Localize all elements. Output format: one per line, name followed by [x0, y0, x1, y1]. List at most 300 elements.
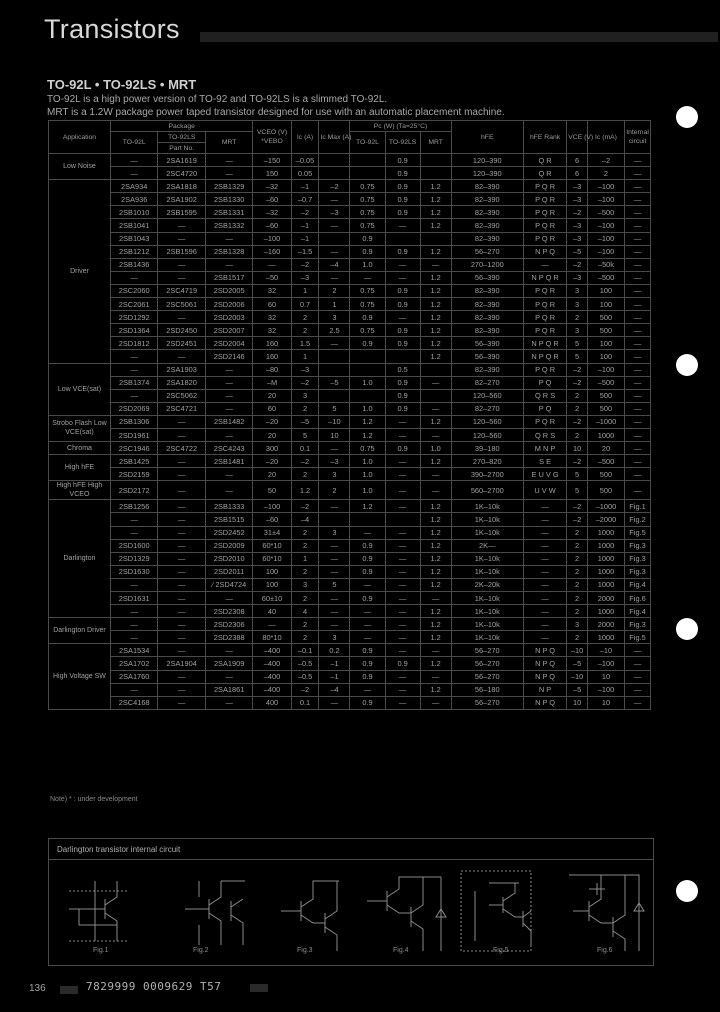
- spec-table-body: [49, 154, 651, 710]
- cell-icma: 2: [587, 167, 624, 180]
- table-row: [49, 605, 651, 618]
- cell-to92l: 2SB1425: [110, 455, 157, 468]
- cell-pc_to92l: —: [350, 631, 385, 644]
- cell-to92l: 2SB1010: [110, 206, 157, 219]
- cell-icmax: —: [319, 618, 350, 631]
- cell-hfe: 56–270: [451, 670, 523, 683]
- table-row: [49, 500, 651, 513]
- table-row: [49, 455, 651, 468]
- table-row: [49, 468, 651, 481]
- cell-ic: 2: [291, 631, 319, 644]
- cell-icma: 500: [587, 481, 624, 500]
- cell-icmax: 1: [319, 298, 350, 311]
- cell-pc_to92ls: [385, 232, 420, 245]
- cell-pc_to92ls: 0.9: [385, 298, 420, 311]
- cell-ic: 0.05: [291, 167, 319, 180]
- cell-to92l: 2SB1041: [110, 219, 157, 232]
- cell-hfe_rank: —: [523, 578, 566, 591]
- table-row: [49, 657, 651, 670]
- cell-pc_mrt: 1.2: [420, 298, 451, 311]
- cell-icmax: [319, 363, 350, 376]
- cell-pc_to92l: —: [350, 526, 385, 539]
- cell-hfe: 390–2700: [451, 468, 523, 481]
- cell-pc_to92ls: 0.9: [385, 167, 420, 180]
- cell-hfe: 56–270: [451, 245, 523, 258]
- col-package: Package: [110, 121, 252, 132]
- cell-internal: —: [625, 167, 651, 180]
- cell-to92l: —: [110, 271, 157, 284]
- cell-internal: —: [625, 298, 651, 311]
- cell-hfe: 82–390: [451, 206, 523, 219]
- cell-icmax: 3: [319, 631, 350, 644]
- cell-pc_to92l: 0.9: [350, 696, 385, 709]
- cell-pc_to92ls: 0.9: [385, 284, 420, 297]
- cell-pc_mrt: 1.2: [420, 500, 451, 513]
- table-row: [49, 578, 651, 591]
- cell-ic: 2: [291, 324, 319, 337]
- cell-icma: 500: [587, 311, 624, 324]
- cell-to92ls: —: [158, 455, 205, 468]
- cell-vceo: 20: [253, 468, 291, 481]
- cell-pc_mrt: 1.2: [420, 311, 451, 324]
- cell-mrt: —: [205, 402, 253, 415]
- cell-hfe: 2K—: [451, 539, 523, 552]
- cell-pc_to92ls: 0.9: [385, 389, 420, 402]
- cell-mrt: 2SD2010: [205, 552, 253, 565]
- fig-label-3: Fig.3: [297, 947, 313, 954]
- cell-mrt: 2SD2009: [205, 539, 253, 552]
- cell-pc_mrt: —: [420, 428, 451, 441]
- cell-to92ls: —: [158, 644, 205, 657]
- cell-to92ls: —: [158, 271, 205, 284]
- cell-pc_mrt: 1.0: [420, 442, 451, 455]
- cell-vceo: –60: [253, 193, 291, 206]
- cell-to92l: —: [110, 605, 157, 618]
- cell-ic: 2: [291, 526, 319, 539]
- intro-line-1: TO-92L is a high power version of TO-92 and TO-92LS is a slimmed TO-92L.: [47, 94, 388, 105]
- cell-internal: —: [625, 258, 651, 271]
- cell-icma: 10: [587, 670, 624, 683]
- cell-pc_to92l: 0.75: [350, 442, 385, 455]
- cell-icma: 1000: [587, 428, 624, 441]
- cell-hfe_rank: —: [523, 513, 566, 526]
- cell-to92l: 2SA1702: [110, 657, 157, 670]
- cell-pc_to92ls: 0.9: [385, 206, 420, 219]
- table-row: [49, 402, 651, 415]
- cell-vce: 3: [567, 324, 588, 337]
- table-row: [49, 670, 651, 683]
- col-icma: Ic (mA): [587, 121, 624, 154]
- cell-hfe_rank: P Q: [523, 376, 566, 389]
- section-heading: TO-92L • TO-92LS • MRT: [47, 77, 197, 92]
- cell-internal: —: [625, 402, 651, 415]
- cell-hfe: 270–1200: [451, 258, 523, 271]
- cell-icma: –1000: [587, 415, 624, 428]
- cell-to92ls: 2SA1902: [158, 193, 205, 206]
- cell-hfe: 120–390: [451, 154, 523, 167]
- cell-hfe: 82–390: [451, 193, 523, 206]
- cell-hfe: 1K–10k: [451, 565, 523, 578]
- cell-icmax: —: [319, 442, 350, 455]
- cell-vceo: 50: [253, 481, 291, 500]
- cell-pc_to92ls: —: [385, 539, 420, 552]
- cell-hfe_rank: P Q R: [523, 284, 566, 297]
- col-pc: Pc (W) (Ta=25°C): [350, 121, 451, 132]
- cell-icma: 100: [587, 284, 624, 297]
- cell-pc_to92ls: [385, 350, 420, 363]
- cell-mrt: 2SB1329: [205, 180, 253, 193]
- cell-hfe: 56–390: [451, 271, 523, 284]
- cell-ic: 2: [291, 618, 319, 631]
- cell-vceo: –400: [253, 644, 291, 657]
- cell-icmax: 10: [319, 428, 350, 441]
- cell-ic: 1.2: [291, 481, 319, 500]
- cell-hfe: 56–270: [451, 657, 523, 670]
- cell-internal: —: [625, 154, 651, 167]
- cell-pc_to92ls: —: [385, 258, 420, 271]
- cell-hfe_rank: —: [523, 592, 566, 605]
- cell-pc_mrt: —: [420, 696, 451, 709]
- application-cell: High hFE High VCEO: [49, 481, 111, 500]
- cell-vce: 5: [567, 481, 588, 500]
- cell-to92l: 2SB1436: [110, 258, 157, 271]
- cell-mrt: 2SB1333: [205, 500, 253, 513]
- cell-to92ls: —: [158, 311, 205, 324]
- cell-to92ls: —: [158, 696, 205, 709]
- cell-hfe_rank: S E: [523, 455, 566, 468]
- intro-line-2: MRT is a 1.2W package power taped transistor designed for use with an automatic placement machine.: [47, 107, 505, 118]
- table-row: [49, 539, 651, 552]
- cell-ic: 2: [291, 539, 319, 552]
- cell-to92ls: —: [158, 500, 205, 513]
- cell-ic: –1.5: [291, 245, 319, 258]
- cell-pc_mrt: —: [420, 644, 451, 657]
- cell-icmax: 5: [319, 402, 350, 415]
- cell-ic: –5: [291, 415, 319, 428]
- footer-mark-left: [60, 986, 78, 994]
- col-pc-mrt: MRT: [420, 132, 451, 154]
- cell-icma: –500: [587, 271, 624, 284]
- cell-pc_mrt: —: [420, 670, 451, 683]
- cell-icmax: —: [319, 696, 350, 709]
- cell-internal: —: [625, 644, 651, 657]
- cell-pc_to92ls: 0.9: [385, 180, 420, 193]
- cell-to92ls: —: [158, 468, 205, 481]
- cell-hfe_rank: —: [523, 605, 566, 618]
- cell-ic: 3: [291, 389, 319, 402]
- cell-internal: —: [625, 180, 651, 193]
- cell-pc_mrt: 1.2: [420, 206, 451, 219]
- cell-vce: 2: [567, 605, 588, 618]
- cell-mrt: 2SD2006: [205, 298, 253, 311]
- cell-to92l: 2SD2069: [110, 402, 157, 415]
- cell-icma: 100: [587, 350, 624, 363]
- col-icmax: Ic Max (A): [319, 121, 350, 154]
- cell-pc_to92l: 0.75: [350, 180, 385, 193]
- table-row: [49, 337, 651, 350]
- cell-internal: —: [625, 696, 651, 709]
- cell-to92ls: 2SD2450: [158, 324, 205, 337]
- cell-icma: –100: [587, 683, 624, 696]
- cell-pc_to92ls: 0.9: [385, 324, 420, 337]
- cell-pc_to92l: 0.75: [350, 284, 385, 297]
- table-row: [49, 298, 651, 311]
- cell-pc_to92l: 0.9: [350, 311, 385, 324]
- cell-pc_mrt: [420, 232, 451, 245]
- cell-icmax: —: [319, 552, 350, 565]
- cell-hfe_rank: P Q R: [523, 311, 566, 324]
- cell-ic: 2: [291, 402, 319, 415]
- cell-pc_to92l: 1.0: [350, 402, 385, 415]
- cell-vce: –3: [567, 193, 588, 206]
- cell-icmax: [319, 513, 350, 526]
- circuit-diagrams: [49, 861, 653, 965]
- cell-pc_mrt: [420, 363, 451, 376]
- cell-hfe_rank: N P Q: [523, 657, 566, 670]
- application-cell: High Voltage SW: [49, 644, 111, 709]
- page-number: 136: [29, 983, 46, 994]
- cell-internal: —: [625, 670, 651, 683]
- cell-hfe_rank: U V W: [523, 481, 566, 500]
- cell-hfe_rank: Q R S: [523, 428, 566, 441]
- cell-vce: 2: [567, 552, 588, 565]
- cell-ic: 0.1: [291, 696, 319, 709]
- cell-ic: 0.1: [291, 442, 319, 455]
- cell-pc_mrt: 1.2: [420, 683, 451, 696]
- fig-label-1: Fig.1: [93, 947, 109, 954]
- cell-pc_to92ls: 0.9: [385, 376, 420, 389]
- cell-mrt: —: [205, 468, 253, 481]
- cell-ic: 4: [291, 605, 319, 618]
- cell-hfe_rank: P Q R: [523, 415, 566, 428]
- cell-ic: –2: [291, 455, 319, 468]
- cell-icma: 20: [587, 442, 624, 455]
- cell-vce: –2: [567, 363, 588, 376]
- cell-pc_to92l: 0.75: [350, 298, 385, 311]
- circuit-fig-3: [281, 881, 339, 951]
- cell-hfe_rank: N P Q: [523, 696, 566, 709]
- cell-pc_mrt: —: [420, 481, 451, 500]
- table-row: [49, 232, 651, 245]
- cell-ic: –2: [291, 376, 319, 389]
- cell-pc_mrt: 1.2: [420, 605, 451, 618]
- cell-vceo: –50: [253, 271, 291, 284]
- cell-internal: —: [625, 284, 651, 297]
- cell-vce: 3: [567, 298, 588, 311]
- table-row: [49, 618, 651, 631]
- cell-hfe_rank: Q R S: [523, 389, 566, 402]
- table-row: [49, 442, 651, 455]
- cell-icmax: [319, 389, 350, 402]
- cell-hfe_rank: M N P: [523, 442, 566, 455]
- cell-internal: —: [625, 219, 651, 232]
- cell-ic: –4: [291, 513, 319, 526]
- cell-pc_mrt: 1.2: [420, 415, 451, 428]
- cell-icmax: 2.5: [319, 324, 350, 337]
- col-to92l: TO-92L: [110, 132, 157, 154]
- application-cell: Driver: [49, 180, 111, 363]
- fig-label-2: Fig.2: [193, 947, 209, 954]
- cell-vce: –5: [567, 657, 588, 670]
- cell-icma: 1000: [587, 526, 624, 539]
- cell-pc_to92l: —: [350, 271, 385, 284]
- cell-pc_to92l: 0.9: [350, 657, 385, 670]
- cell-vce: 2: [567, 402, 588, 415]
- cell-to92l: 2SD1600: [110, 539, 157, 552]
- cell-internal: —: [625, 683, 651, 696]
- cell-pc_mrt: [420, 389, 451, 402]
- cell-mrt: 2SD2146: [205, 350, 253, 363]
- cell-icmax: –1: [319, 670, 350, 683]
- cell-hfe_rank: P Q R: [523, 219, 566, 232]
- catalog-code: 7829999 0009629 T57: [86, 980, 222, 993]
- table-row: [49, 428, 651, 441]
- cell-hfe_rank: N P Q: [523, 644, 566, 657]
- circuit-fig-5: [461, 871, 531, 951]
- cell-hfe: 1K–10k: [451, 500, 523, 513]
- cell-icma: 1000: [587, 631, 624, 644]
- cell-ic: 1.5: [291, 337, 319, 350]
- binder-hole: [676, 880, 698, 902]
- cell-to92l: 2SD1292: [110, 311, 157, 324]
- cell-hfe_rank: Q R: [523, 154, 566, 167]
- cell-ic: –1: [291, 180, 319, 193]
- cell-vceo: 32: [253, 311, 291, 324]
- circuit-title-rule: [49, 859, 653, 860]
- cell-mrt: 2SA1861: [205, 683, 253, 696]
- cell-pc_to92ls: —: [385, 468, 420, 481]
- cell-icmax: 2: [319, 284, 350, 297]
- cell-to92ls: 2SB1596: [158, 245, 205, 258]
- cell-icma: –100: [587, 245, 624, 258]
- cell-icmax: 3: [319, 526, 350, 539]
- cell-vce: –3: [567, 180, 588, 193]
- cell-pc_to92l: [350, 389, 385, 402]
- cell-icma: –2000: [587, 513, 624, 526]
- cell-vceo: –100: [253, 232, 291, 245]
- cell-pc_mrt: 1.2: [420, 284, 451, 297]
- cell-pc_mrt: 1.2: [420, 219, 451, 232]
- table-row: [49, 389, 651, 402]
- cell-vceo: –400: [253, 657, 291, 670]
- cell-pc_to92ls: —: [385, 219, 420, 232]
- cell-hfe: 82–270: [451, 376, 523, 389]
- cell-icmax: —: [319, 565, 350, 578]
- cell-pc_mrt: —: [420, 258, 451, 271]
- cell-icmax: [319, 232, 350, 245]
- cell-pc_to92l: 0.9: [350, 592, 385, 605]
- cell-mrt: 2SD2004: [205, 337, 253, 350]
- cell-hfe: 56–390: [451, 337, 523, 350]
- cell-icmax: —: [319, 337, 350, 350]
- cell-pc_mrt: —: [420, 376, 451, 389]
- cell-pc_to92ls: —: [385, 552, 420, 565]
- cell-vceo: 100: [253, 565, 291, 578]
- cell-icmax: 3: [319, 468, 350, 481]
- cell-vce: –3: [567, 219, 588, 232]
- cell-hfe: 82–270: [451, 402, 523, 415]
- cell-pc_to92ls: 0.9: [385, 657, 420, 670]
- cell-internal: —: [625, 337, 651, 350]
- cell-pc_mrt: 1.2: [420, 245, 451, 258]
- table-row: [49, 513, 651, 526]
- cell-icmax: –10: [319, 415, 350, 428]
- cell-internal: —: [625, 206, 651, 219]
- cell-ic: –0.05: [291, 154, 319, 167]
- cell-pc_to92l: —: [350, 618, 385, 631]
- cell-to92ls: 2SD2451: [158, 337, 205, 350]
- table-row: [49, 219, 651, 232]
- cell-vceo: 160: [253, 337, 291, 350]
- cell-pc_mrt: 1.2: [420, 657, 451, 670]
- circuit-fig-1: [69, 881, 129, 941]
- cell-internal: —: [625, 245, 651, 258]
- col-mrt: MRT: [205, 132, 253, 154]
- cell-to92ls: —: [158, 592, 205, 605]
- cell-mrt: —: [205, 592, 253, 605]
- cell-mrt: —: [205, 481, 253, 500]
- cell-to92l: 2SA1760: [110, 670, 157, 683]
- cell-pc_to92l: 0.9: [350, 245, 385, 258]
- cell-to92l: 2SA1534: [110, 644, 157, 657]
- cell-mrt: ∕ 2SD4724: [205, 578, 253, 591]
- cell-to92ls: —: [158, 565, 205, 578]
- cell-to92ls: —: [158, 670, 205, 683]
- cell-to92ls: —: [158, 552, 205, 565]
- cell-internal: Fig.4: [625, 605, 651, 618]
- cell-vce: 5: [567, 350, 588, 363]
- cell-pc_to92ls: —: [385, 526, 420, 539]
- cell-to92ls: 2SA1619: [158, 154, 205, 167]
- cell-hfe: 56–180: [451, 683, 523, 696]
- cell-vce: 2: [567, 526, 588, 539]
- cell-hfe: 1K–10k: [451, 618, 523, 631]
- cell-icma: 500: [587, 389, 624, 402]
- table-row: [49, 350, 651, 363]
- table-row: [49, 258, 651, 271]
- application-cell: Low VCE(sat): [49, 363, 111, 415]
- cell-internal: Fig.3: [625, 618, 651, 631]
- cell-internal: —: [625, 428, 651, 441]
- cell-to92l: 2SD1364: [110, 324, 157, 337]
- cell-pc_to92ls: —: [385, 428, 420, 441]
- cell-to92ls: 2SC5062: [158, 389, 205, 402]
- col-to92ls: TO-92LS: [158, 132, 205, 143]
- cell-pc_to92l: 0.75: [350, 219, 385, 232]
- cell-to92l: —: [110, 154, 157, 167]
- cell-hfe: 120–560: [451, 415, 523, 428]
- cell-hfe: 2K–20k: [451, 578, 523, 591]
- cell-pc_to92l: [350, 154, 385, 167]
- cell-pc_to92ls: —: [385, 696, 420, 709]
- cell-to92l: —: [110, 618, 157, 631]
- table-row: [49, 180, 651, 193]
- cell-icma: 1000: [587, 565, 624, 578]
- cell-mrt: —: [205, 696, 253, 709]
- cell-icma: 1000: [587, 552, 624, 565]
- cell-vceo: –20: [253, 455, 291, 468]
- cell-mrt: 2SD2005: [205, 284, 253, 297]
- cell-pc_to92ls: —: [385, 592, 420, 605]
- cell-icmax: –1: [319, 657, 350, 670]
- cell-hfe_rank: —: [523, 258, 566, 271]
- page-title: Transistors: [44, 14, 180, 44]
- cell-pc_to92ls: —: [385, 271, 420, 284]
- circuit-fig-2: [185, 881, 245, 945]
- cell-hfe_rank: N P Q: [523, 670, 566, 683]
- cell-vce: –2: [567, 500, 588, 513]
- cell-to92ls: —: [158, 415, 205, 428]
